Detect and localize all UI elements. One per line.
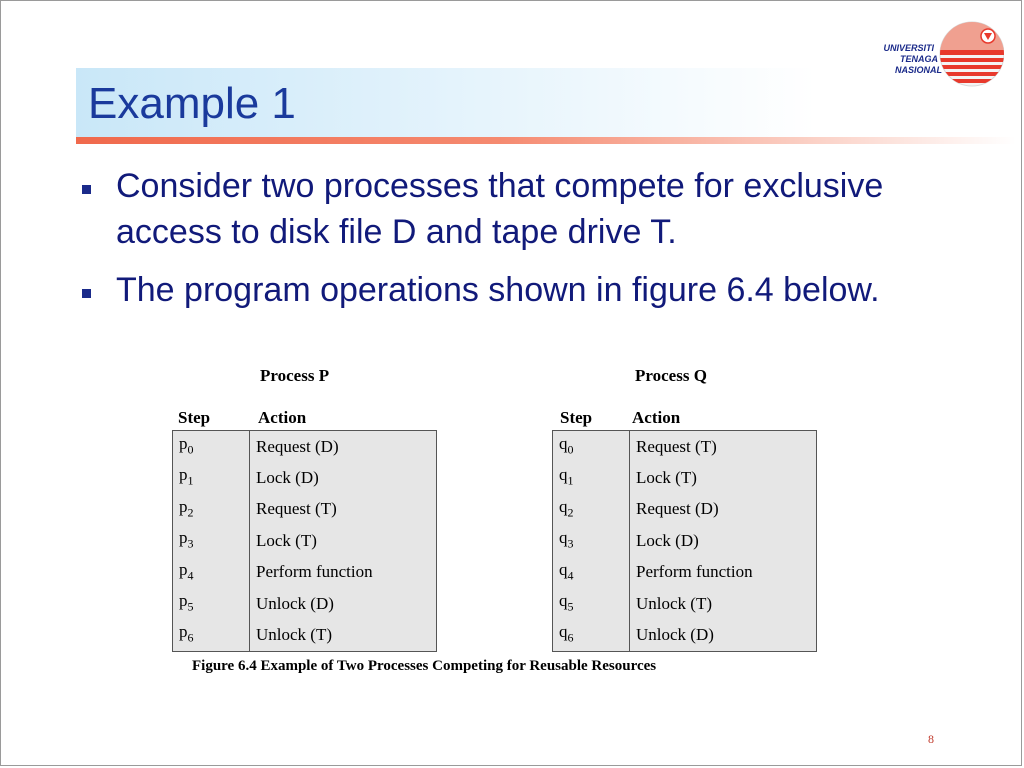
step-label: p (179, 496, 188, 516)
action-cell: Perform function (250, 557, 437, 588)
step-subscript: 4 (187, 567, 194, 582)
process-q-row (553, 462, 817, 493)
action-cell: Request (D) (250, 431, 437, 463)
step-subscript: 2 (567, 505, 574, 520)
process-p-row (173, 588, 437, 619)
step-cell (553, 619, 630, 651)
step-label: q (559, 496, 568, 516)
bullet-item (76, 267, 976, 313)
step-cell (173, 431, 250, 463)
step-subscript: 2 (187, 505, 194, 520)
process-q-table (552, 430, 817, 652)
action-cell: Lock (D) (250, 462, 437, 493)
step-label: q (559, 590, 568, 610)
step-label: p (179, 434, 188, 453)
step-subscript: 1 (567, 473, 574, 488)
step-cell (553, 588, 630, 619)
step-subscript: 3 (187, 536, 194, 551)
action-cell: Unlock (T) (630, 588, 817, 619)
logo-line-2: TENAGA (900, 54, 938, 64)
step-cell (553, 494, 630, 525)
process-q-row (553, 494, 817, 525)
step-subscript: 1 (187, 473, 194, 488)
bullet-list (76, 163, 976, 325)
action-cell: Request (T) (250, 494, 437, 525)
action-cell: Request (T) (630, 431, 817, 463)
process-q-step-header: Step (560, 408, 593, 427)
step-subscript: 4 (567, 567, 574, 582)
university-crest-icon (862, 20, 1004, 88)
bullet-text: Consider two processes that compete for exclusive access to disk file D and tape drive T. (116, 167, 884, 251)
step-cell (553, 525, 630, 556)
process-q-row (553, 557, 817, 588)
step-cell (553, 431, 630, 463)
university-logo (862, 20, 1004, 88)
step-cell (173, 588, 250, 619)
step-cell (173, 557, 250, 588)
step-cell (553, 557, 630, 588)
process-q-action-header: Action (632, 408, 681, 427)
step-label: p (179, 559, 188, 579)
step-cell (173, 462, 250, 493)
step-subscript: 3 (567, 536, 574, 551)
step-cell (553, 462, 630, 493)
step-subscript: 6 (187, 630, 194, 645)
process-p-action-header: Action (258, 408, 307, 427)
step-subscript: 0 (567, 442, 574, 457)
step-label: p (179, 465, 188, 485)
step-label: q (559, 559, 568, 579)
bullet-item (76, 163, 976, 255)
step-label: q (559, 465, 568, 485)
action-cell: Unlock (D) (250, 588, 437, 619)
slide-title: Example 1 (88, 79, 296, 128)
square-bullet-icon (82, 289, 91, 298)
process-p-table (172, 430, 437, 652)
step-label: q (559, 528, 568, 548)
action-cell: Perform function (630, 557, 817, 588)
logo-line-1: UNIVERSITI (883, 43, 934, 53)
process-p-row (173, 431, 437, 463)
step-label: p (179, 528, 188, 548)
step-subscript: 5 (187, 599, 194, 614)
action-cell: Unlock (T) (250, 619, 437, 651)
process-q-row (553, 619, 817, 651)
step-cell (173, 494, 250, 525)
step-label: p (179, 622, 188, 642)
square-bullet-icon (82, 185, 91, 194)
process-q-row (553, 525, 817, 556)
step-label: q (559, 622, 568, 642)
action-cell: Request (D) (630, 494, 817, 525)
step-subscript: 0 (187, 442, 194, 457)
step-subscript: 6 (567, 630, 574, 645)
process-p-row (173, 557, 437, 588)
process-p-row (173, 494, 437, 525)
page-number: 8 (928, 732, 934, 746)
process-p-row (173, 525, 437, 556)
figure-caption: Figure 6.4 Example of Two Processes Competing for Reusable Resources (192, 658, 657, 674)
process-q-title: Process Q (635, 366, 707, 385)
process-p-step-header: Step (178, 408, 211, 427)
process-q-row (553, 431, 817, 463)
step-cell (173, 619, 250, 651)
process-p-row (173, 619, 437, 651)
step-subscript: 5 (567, 599, 574, 614)
process-p-title: Process P (260, 366, 330, 385)
action-cell: Unlock (D) (630, 619, 817, 651)
process-q-row (553, 588, 817, 619)
action-cell: Lock (T) (250, 525, 437, 556)
logo-line-3: NASIONAL (895, 65, 942, 75)
bullet-text: The program operations shown in figure 6.4 below. (116, 271, 880, 309)
action-cell: Lock (D) (630, 525, 817, 556)
figure-6-4 (172, 362, 832, 692)
step-label: q (559, 434, 568, 453)
step-label: p (179, 590, 188, 610)
title-underline (76, 137, 1016, 144)
step-cell (173, 525, 250, 556)
action-cell: Lock (T) (630, 462, 817, 493)
process-p-row (173, 462, 437, 493)
